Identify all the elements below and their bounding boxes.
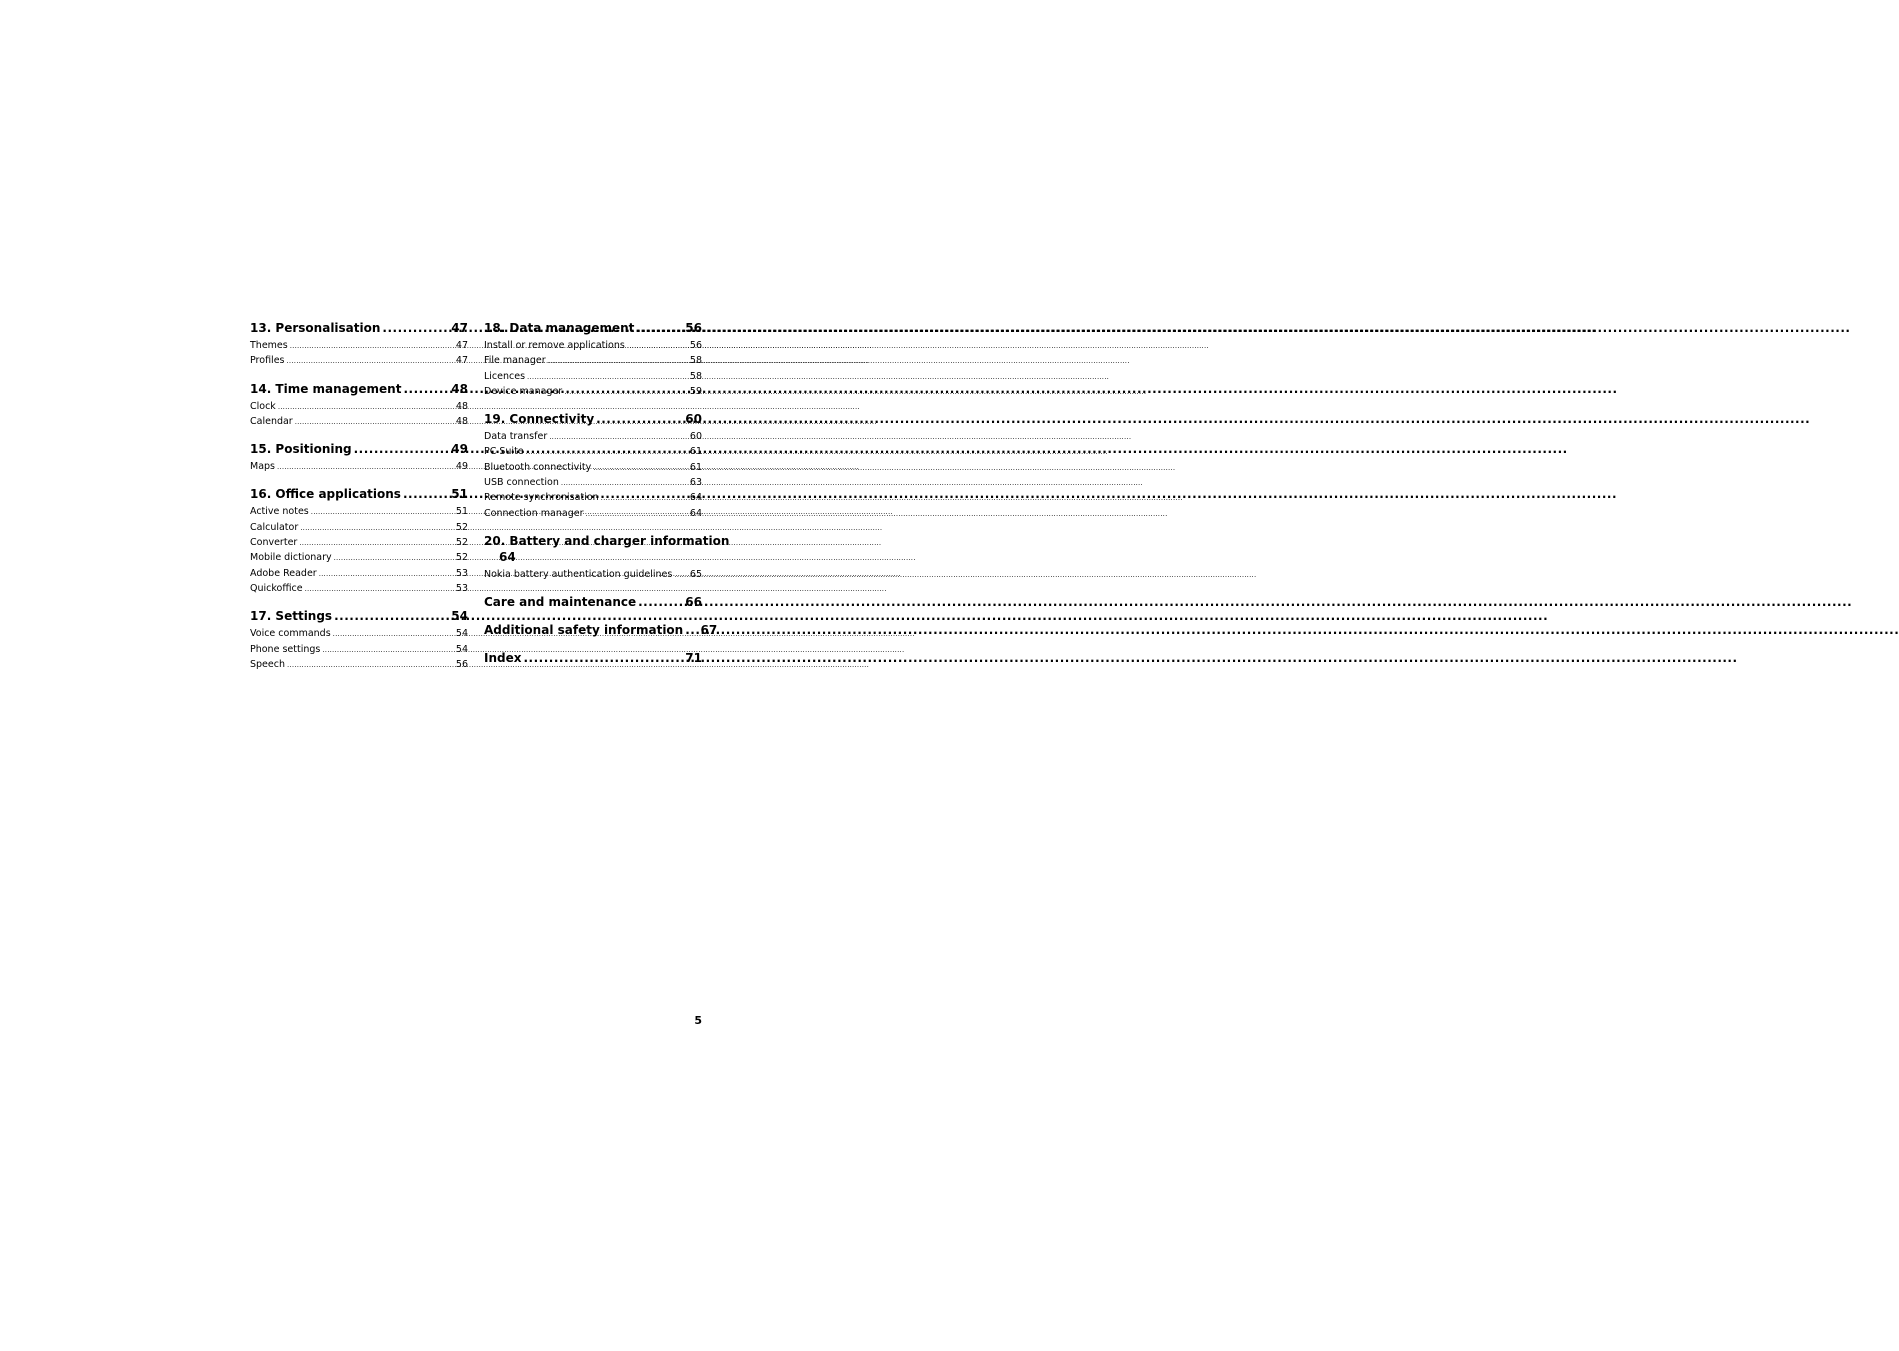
dot-leader [287,657,452,673]
dot-leader [549,429,686,445]
toc-subentry-install-or-remove-applications[interactable] [484,338,702,353]
dot-leader [523,650,678,666]
dot-leader [674,567,686,583]
toc-subentry-speech[interactable] [250,657,468,672]
dot-leader [548,353,686,369]
dot-leader [299,535,452,551]
dot-leader [685,622,693,638]
toc-chapter-entry[interactable] [484,320,702,336]
toc-section-18-data-management [484,320,702,399]
chapter-page-number: 48 [451,381,468,396]
dot-leader [319,566,452,582]
subentry-page-number: 61 [689,461,702,473]
subentry-page-number: 49 [455,461,468,473]
toc-section-15-positioning [250,441,468,474]
subentry-label: Nokia battery authentication guidelines [484,568,673,580]
toc-subentry-clock[interactable] [250,399,468,414]
subentry-page-number: 54 [455,628,468,640]
subentry-label: Data transfer [484,431,548,443]
toc-section-20-battery-and-charger-information [484,533,730,582]
subentry-label: Remote synchronisation [484,492,599,504]
subentry-label: Mobile dictionary [250,552,332,564]
subentry-page-number: 52 [455,552,468,564]
dot-leader [593,460,686,476]
chapter-title: 18. Data management [484,321,635,335]
dot-leader [322,642,452,658]
subentry-page-number: 58 [689,370,702,382]
dot-leader [277,459,452,475]
subentry-page-number: 64 [689,492,702,504]
chapter-title: Index [484,651,522,666]
subentry-page-number: 51 [455,506,468,518]
toc-section-care-and-maintenance [484,594,702,610]
toc-subentry-themes[interactable] [250,338,468,353]
subentry-label: Converter [250,537,298,549]
subentry-label: Maps [250,461,275,473]
toc-subentry-mobile-dictionary[interactable] [250,550,468,565]
dot-leader [636,320,678,336]
subentry-page-number: 52 [455,521,468,533]
chapter-page-number: 51 [451,487,468,502]
toc-subentry-bluetooth-connectivity[interactable] [484,460,702,475]
dot-leader [527,369,686,385]
dot-leader [334,550,452,566]
subentry-label: Licences [484,370,526,382]
chapter-title: 17. Settings [250,609,333,624]
dot-leader [561,475,686,491]
subentry-label: Calculator [250,521,299,533]
dot-leader [601,490,686,506]
subentry-page-number: 48 [455,400,468,412]
dot-leader [354,441,444,457]
subentry-page-number: 53 [455,567,468,579]
subentry-page-number: 63 [689,477,702,489]
dot-leader [403,486,444,502]
toc-subentry-profiles[interactable] [250,353,468,368]
toc-subentry-voice-commands[interactable] [250,626,468,641]
dot-leader [278,399,452,415]
toc-subentry-data-transfer[interactable] [484,429,702,444]
chapter-title: 13. Personalisation [250,321,381,335]
dot-leader [564,384,686,400]
toc-subentry-pc-suite[interactable] [484,444,702,459]
toc-chapter-entry[interactable] [484,594,702,610]
toc-subentry-usb-connection[interactable] [484,475,702,490]
subentry-label: Active notes [250,506,309,518]
subentry-page-number: 47 [455,355,468,367]
toc-subentry-device-manager[interactable] [484,384,702,399]
chapter-page-number: 64 [499,549,516,564]
chapter-page-number: 56 [685,321,702,335]
subentry-page-number: 54 [455,643,468,655]
dot-leader [305,581,452,597]
toc-chapter-entry[interactable] [484,650,702,666]
toc-subentry-nokia-battery-authentication-guidelines[interactable] [484,567,702,582]
dot-leader [295,414,452,430]
toc-section-additional-safety-information [484,622,718,638]
subentry-label: Install or remove applications [484,340,625,351]
subentry-label: Phone settings [250,643,321,655]
subentry-page-number: 58 [689,355,702,367]
subentry-page-number: 47 [455,340,468,351]
toc-subentry-phone-settings[interactable] [250,642,468,657]
toc-chapter-entry[interactable] [250,441,468,457]
toc-subentry-calculator[interactable] [250,520,468,535]
subentry-label: Speech [250,658,285,670]
toc-chapter-entry[interactable] [484,411,702,427]
chapter-page-number: 54 [451,609,468,624]
toc-subentry-calendar[interactable] [250,414,468,429]
subentry-label: Device manager [484,385,563,397]
toc-subentry-converter[interactable] [250,535,468,550]
chapter-title: 19. Connectivity [484,412,595,427]
toc-subentry-adobe-reader[interactable] [250,566,468,581]
toc-subentry-quickoffice[interactable] [250,581,468,596]
chapter-title: 16. Office applications [250,487,401,502]
subentry-page-number: 61 [689,446,702,458]
toc-chapter-entry[interactable] [250,486,468,502]
toc-section-index [484,650,702,666]
toc-chapter-entry[interactable] [250,320,468,336]
toc-chapter-entry[interactable] [250,381,468,397]
subentry-label: Voice commands [250,628,331,640]
subentry-label: Calendar [250,415,293,427]
subentry-page-number: 56 [689,340,702,351]
chapter-page-number: 67 [700,623,718,638]
chapter-title: 20. Battery and charger information [484,533,730,548]
toc-subentry-licences[interactable] [484,369,702,384]
subentry-label: Themes [250,340,288,351]
chapter-page-number: 60 [685,412,702,427]
subentry-page-number: 52 [455,537,468,549]
toc-chapter-entry[interactable] [250,608,468,624]
chapter-page-number: 71 [685,651,702,666]
toc-subentry-file-manager[interactable] [484,353,702,368]
page-number: 5 [694,1014,702,1027]
toc-section-14-time-management [250,381,468,430]
toc-subentry-connection-manager[interactable] [484,506,702,521]
subentry-page-number: 53 [455,582,468,594]
chapter-title: Care and maintenance [484,595,637,610]
subentry-label: USB connection [484,477,559,489]
dot-leader [333,626,452,642]
chapter-page-number: 49 [451,442,468,457]
toc-chapter-entry[interactable] [484,533,730,565]
chapter-title: 14. Time management [250,381,402,396]
subentry-page-number: 64 [689,507,702,519]
toc-chapter-entry[interactable] [484,622,718,638]
toc-section-17-settings [250,608,468,672]
subentry-label: Clock [250,400,276,412]
dot-leader [585,506,685,522]
subentry-page-number: 56 [455,658,468,670]
toc-subentry-active-notes[interactable] [250,504,468,519]
dot-leader [311,504,452,520]
toc-section-19-connectivity [484,411,702,521]
chapter-page-number: 66 [685,595,702,610]
subentry-label: File manager [484,355,546,367]
toc-column-right [484,320,730,678]
subentry-page-number: 59 [689,385,702,397]
toc-section-16-office-applications [250,486,468,596]
dot-leader [382,320,444,336]
chapter-title: Additional safety information [484,623,684,638]
dot-leader [334,608,444,624]
subentry-label: Quickoffice [250,582,303,594]
chapter-title: 15. Positioning [250,442,352,457]
dot-leader [403,381,444,397]
toc-subentry-remote-synchronisation[interactable] [484,490,702,505]
subentry-label: PC Suite [484,446,524,458]
subentry-page-number: 65 [689,568,702,580]
toc-section-13-personalisation [250,320,468,369]
subentry-label: Bluetooth connectivity [484,461,592,473]
subentry-label: Adobe Reader [250,567,317,579]
toc-column-left [250,320,468,684]
dot-leader [287,353,452,369]
subentry-label: Profiles [250,355,285,367]
chapter-title-continuation [484,549,702,565]
dot-leader [596,411,678,427]
toc-subentry-maps[interactable] [250,459,468,474]
subentry-page-number: 60 [689,431,702,443]
dot-leader [300,520,452,536]
subentry-page-number: 48 [455,415,468,427]
dot-leader [638,594,678,610]
subentry-label: Connection manager [484,507,584,519]
chapter-page-number: 47 [451,321,468,335]
dot-leader [290,338,452,354]
dot-leader [526,444,686,460]
dot-leader [627,338,686,354]
